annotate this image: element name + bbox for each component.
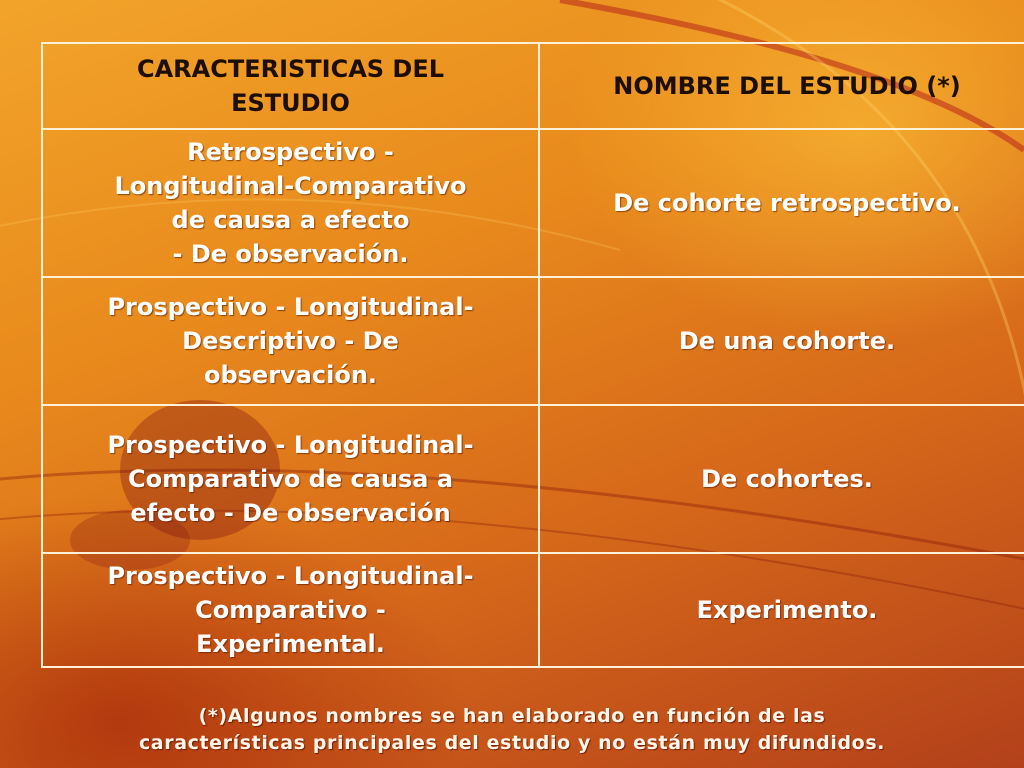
characteristics-cell <box>42 129 539 277</box>
characteristics-cell <box>42 553 539 667</box>
study-name-cell <box>539 277 1024 405</box>
characteristics-text: Prospectivo - Longitudinal- Comparativo - Experimental. <box>107 562 474 658</box>
study-name-cell <box>539 553 1024 667</box>
study-name-text: De cohortes. <box>701 465 873 493</box>
footnote-line-2: características principales del estudio y no están muy difundidos. <box>138 732 886 754</box>
footnote-line-1: (*)Algunos nombres se han elaborado en función de las <box>198 705 826 727</box>
table-row <box>42 277 1024 405</box>
table-row <box>42 129 1024 277</box>
study-types-table <box>41 42 1024 668</box>
header-study-name-text: NOMBRE DEL ESTUDIO (*) <box>613 72 961 100</box>
characteristics-text: Prospectivo - Longitudinal- Descriptivo - De observación. <box>107 293 474 389</box>
study-name-text: De una cohorte. <box>678 327 896 355</box>
characteristics-text: Retrospectivo - Longitudinal-Comparativo de causa a efecto - De observación. <box>114 138 467 268</box>
header-cell-characteristics <box>42 43 539 129</box>
table-row <box>42 405 1024 553</box>
study-name-cell <box>539 405 1024 553</box>
table-row <box>42 553 1024 667</box>
study-name-text: Experimento. <box>696 596 878 624</box>
characteristics-text: Prospectivo - Longitudinal- Comparativo de causa a efecto - De observación <box>107 431 474 527</box>
footnote <box>60 703 964 757</box>
header-cell-study-name <box>539 43 1024 129</box>
table-header-row <box>42 43 1024 129</box>
study-name-cell <box>539 129 1024 277</box>
study-name-text: De cohorte retrospectivo. <box>613 189 961 217</box>
characteristics-cell <box>42 277 539 405</box>
header-characteristics-text: CARACTERISTICAS DEL ESTUDIO <box>136 55 445 117</box>
characteristics-cell <box>42 405 539 553</box>
